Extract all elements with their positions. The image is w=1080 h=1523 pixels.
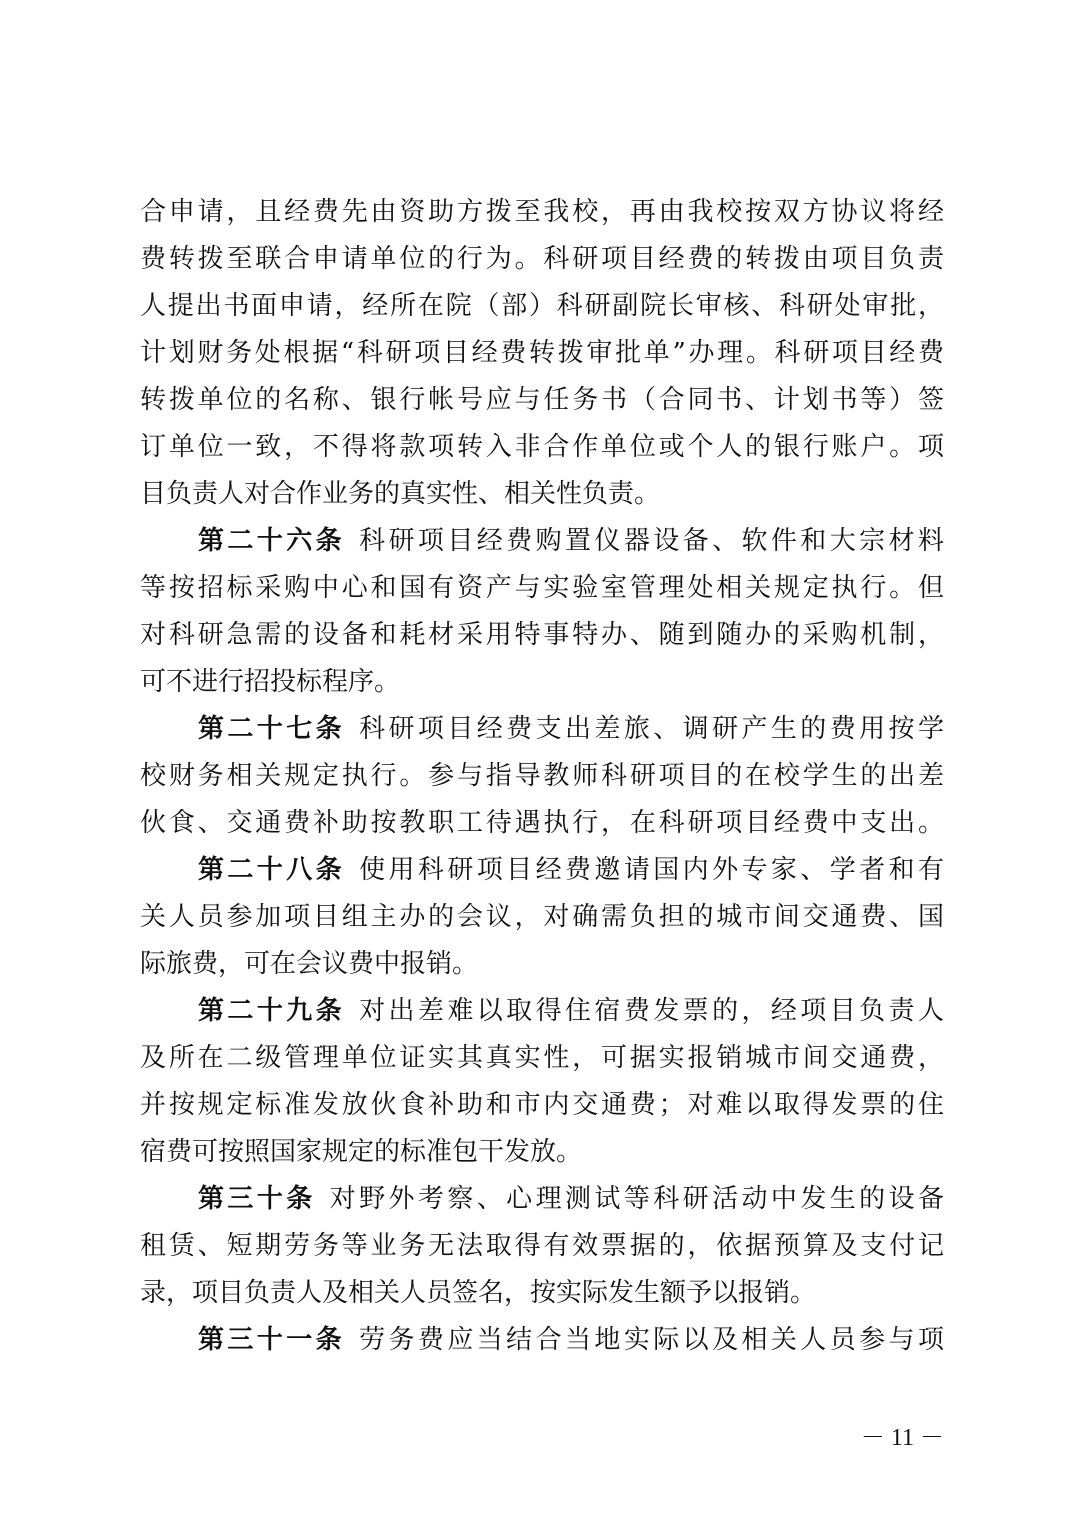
article-text: 科研项目经费支出差旅、调研产生的费用按学 bbox=[359, 714, 944, 744]
article-heading: 第二十七条 bbox=[198, 714, 346, 744]
article-first-line bbox=[140, 1176, 944, 1223]
article-first-line bbox=[140, 988, 944, 1035]
text-line: 订单位一致，不得将款项转入非合作单位或个人的银行账户。项 bbox=[140, 432, 944, 462]
article-first-line bbox=[140, 847, 944, 894]
article-text: 使用科研项目经费邀请国内外专家、学者和有 bbox=[359, 855, 944, 885]
article-heading: 第二十八条 bbox=[198, 855, 346, 885]
article-text: 科研项目经费购置仪器设备、软件和大宗材料 bbox=[359, 526, 944, 556]
article-text: 对野外考察、心理测试等科研活动中发生的设备 bbox=[329, 1184, 944, 1214]
page-number: － 11 － bbox=[860, 1425, 944, 1451]
article-first-line bbox=[140, 706, 944, 753]
body-text bbox=[140, 189, 944, 1364]
article-first-line bbox=[140, 518, 944, 565]
article-text: 劳务费应当结合当地实际以及相关人员参与项 bbox=[359, 1325, 944, 1355]
article-heading: 第三十一条 bbox=[198, 1325, 346, 1355]
text-line: 校财务相关规定执行。参与指导教师科研项目的在校学生的出差 bbox=[140, 761, 944, 791]
text-line: 宿费可按照国家规定的标准包干发放。 bbox=[140, 1137, 583, 1167]
article-heading: 第三十条 bbox=[198, 1184, 316, 1214]
article-heading: 第二十九条 bbox=[198, 996, 346, 1026]
text-line: 等按招标采购中心和国有资产与实验室管理处相关规定执行。但 bbox=[140, 573, 944, 603]
text-line: 租赁、短期劳务等业务无法取得有效票据的，依据预算及支付记 bbox=[140, 1231, 944, 1261]
text-line: 人提出书面申请，经所在院（部）科研副院长审核、科研处审批， bbox=[140, 291, 944, 321]
text-line: 关人员参加项目组主办的会议，对确需负担的城市间交通费、国 bbox=[140, 902, 944, 932]
text-line: 及所在二级管理单位证实其真实性，可据实报销城市间交通费， bbox=[140, 1043, 944, 1073]
text-line: 转拨单位的名称、银行帐号应与任务书（合同书、计划书等）签 bbox=[140, 385, 944, 415]
text-line: 可不进行招投标程序。 bbox=[140, 667, 401, 697]
article-text: 对出差难以取得住宿费发票的，经项目负责人 bbox=[359, 996, 944, 1026]
text-line: 费转拨至联合申请单位的行为。科研项目经费的转拨由项目负责 bbox=[140, 244, 944, 274]
text-line: 合申请，且经费先由资助方拨至我校，再由我校按双方协议将经 bbox=[140, 197, 944, 227]
text-line: 伙食、交通费补助按教职工待遇执行，在科研项目经费中支出。 bbox=[140, 808, 944, 838]
text-line: 并按规定标准发放伙食补助和市内交通费；对难以取得发票的住 bbox=[140, 1090, 944, 1120]
text-line: 际旅费，可在会议费中报销。 bbox=[140, 949, 479, 979]
text-line: 录，项目负责人及相关人员签名，按实际发生额予以报销。 bbox=[140, 1278, 817, 1308]
text-line: 目负责人对合作业务的真实性、相关性负责。 bbox=[140, 479, 661, 509]
text-line: 计划财务处根据“科研项目经费转拨审批单”办理。科研项目经费 bbox=[140, 338, 944, 368]
article-heading: 第二十六条 bbox=[198, 526, 346, 556]
article-first-line bbox=[140, 1317, 944, 1364]
text-line: 对科研急需的设备和耗材采用特事特办、随到随办的采购机制， bbox=[140, 620, 944, 650]
